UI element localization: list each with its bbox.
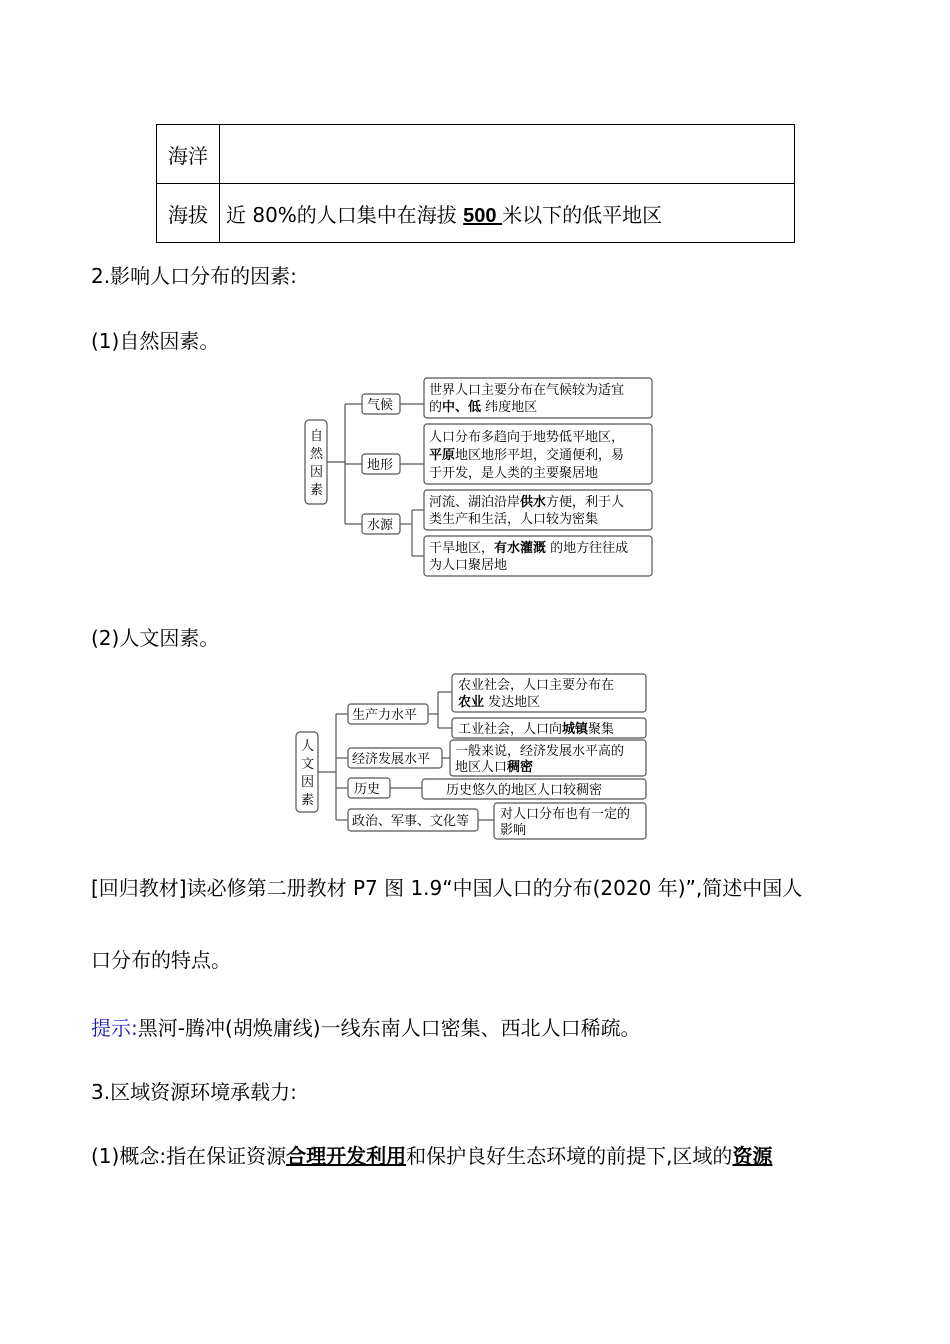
- desc-text: 农业社会，人口主要分布在: [458, 678, 615, 693]
- human-factors-diagram: [292, 670, 654, 840]
- desc-text: 的中、低 纬度地区: [429, 400, 538, 415]
- table-row: [157, 184, 795, 243]
- geo-table: [156, 124, 795, 243]
- desc-text: 农业 发达地区: [458, 695, 541, 710]
- branch-label: 气候: [367, 398, 394, 413]
- root-char: 然: [310, 447, 324, 462]
- section3-title: 3.区域资源环境承载力:: [91, 1080, 297, 1104]
- desc-text: 于开发，是人类的主要聚居地: [429, 466, 599, 481]
- desc-text: 河流、湖泊沿岸供水方便，利于人: [429, 495, 625, 510]
- branch-label: 地形: [367, 458, 394, 473]
- root-char: 素: [310, 483, 324, 498]
- branch-label: 生产力水平: [352, 708, 418, 723]
- root-char: 自: [310, 429, 324, 444]
- section2-title: 2.影响人口分布的因素:: [91, 264, 297, 288]
- hint-label: 提示:: [91, 1016, 138, 1040]
- table-value: 近 80%的人口集中在海拔 500 米以下的低平地区: [220, 184, 795, 243]
- desc-text: 世界人口主要分布在气候较为适宜: [429, 383, 625, 398]
- root-char: 因: [310, 465, 324, 480]
- table-value: [220, 125, 795, 184]
- root-char: 素: [301, 793, 315, 808]
- branch-label: 水源: [367, 518, 394, 533]
- desc-text: 一般来说，经济发展水平高的: [455, 744, 625, 759]
- desc-text: 地区人口稠密: [455, 760, 534, 775]
- desc-text: 历史悠久的地区人口较稠密: [446, 783, 603, 798]
- branch-label: 历史: [354, 782, 381, 797]
- human-heading: (2)人文因素。: [91, 626, 220, 650]
- desc-text: 工业社会，人口向城镇聚集: [458, 722, 615, 737]
- table-row: [157, 125, 795, 184]
- desc-text: 为人口聚居地: [429, 558, 508, 573]
- table-key: 海拔: [157, 184, 220, 243]
- textbook-line-1: [回归教材]读必修第二册教材 P7 图 1.9“中国人口的分布(2020 年)”,简述中国人: [91, 876, 803, 900]
- root-char: 因: [301, 775, 315, 790]
- desc-text: 对人口分布也有一定的: [500, 807, 631, 822]
- textbook-line-2: 口分布的特点。: [91, 948, 231, 972]
- hint-text: 黑河-腾冲(胡焕庸线)一线东南人口密集、西北人口稀疏。: [137, 1016, 641, 1040]
- table-key: 海洋: [157, 125, 220, 184]
- branch-label: 经济发展水平: [352, 752, 431, 767]
- desc-text: 干旱地区，有水灌溉 的地方往往成: [429, 541, 629, 556]
- root-char: 文: [301, 757, 315, 772]
- section3-concept: (1)概念:指在保证资源合理开发利用和保护良好生态环境的前提下,区域的资源: [91, 1144, 773, 1168]
- branch-label: 政治、军事、文化等: [352, 814, 470, 829]
- natural-heading: (1)自然因素。: [91, 329, 220, 353]
- desc-text: 平原地区地形平坦，交通便利，易: [429, 448, 625, 463]
- natural-factors-diagram: [300, 372, 660, 582]
- desc-text: 影响: [500, 823, 527, 838]
- hint: [91, 1012, 641, 1041]
- desc-text: 人口分布多趋向于地势低平地区，: [429, 430, 625, 445]
- root-char: 人: [301, 739, 315, 754]
- desc-text: 类生产和生活，人口较为密集: [429, 512, 599, 527]
